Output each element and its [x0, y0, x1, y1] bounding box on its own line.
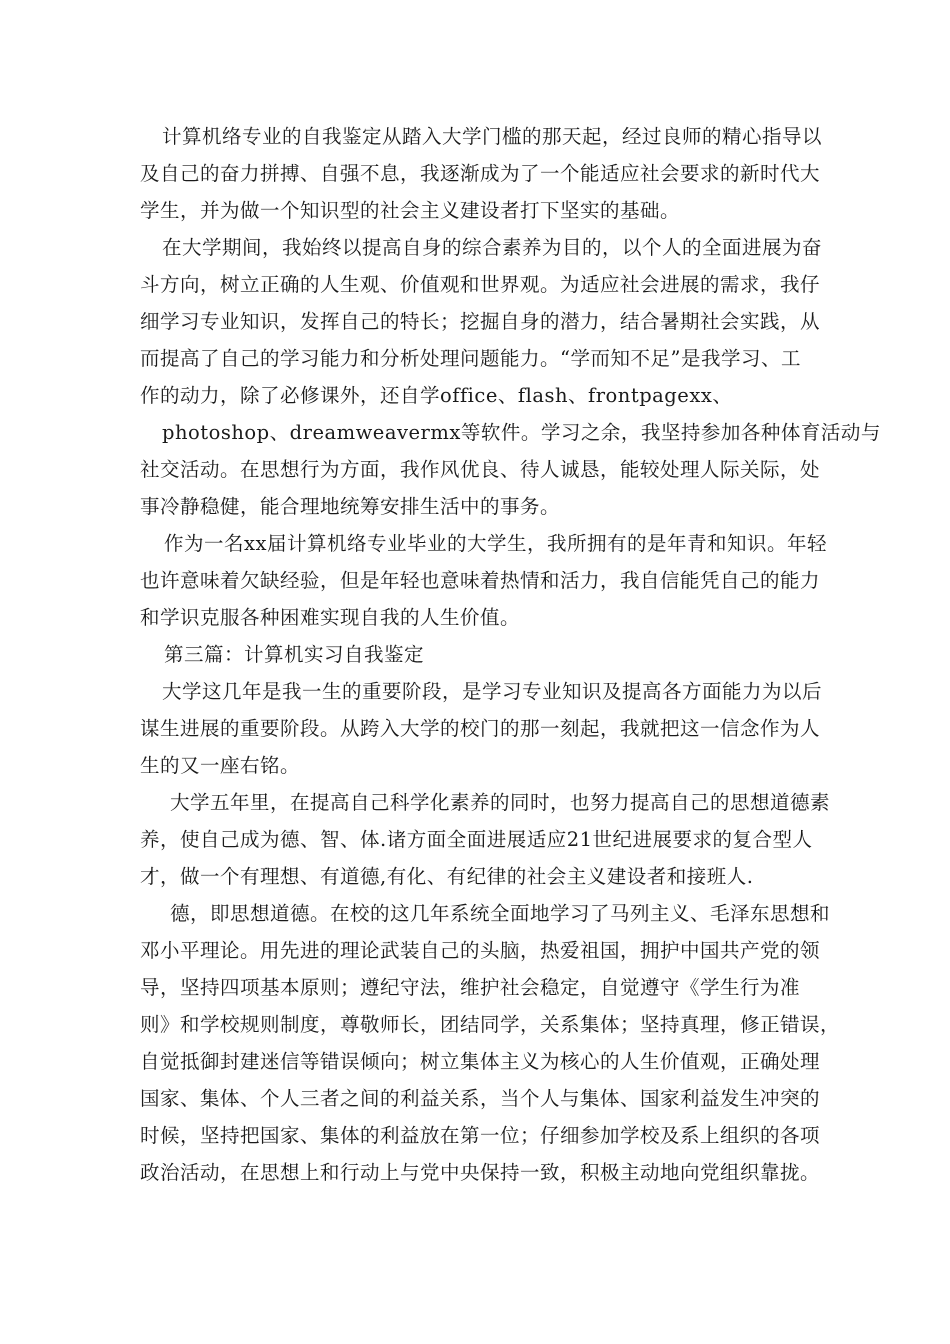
text-line: 也许意味着欠缺经验，但是年轻也意味着热情和活力，我自信能凭自己的能力 — [140, 569, 821, 592]
text-line: 邓小平理论。用先进的理论武装自己的头脑，热爱祖国，拥护中国共产党的领 — [140, 939, 821, 962]
text-line: 德，即思想道德。在校的这几年系统全面地学习了马列主义、毛泽东思想和 — [170, 902, 831, 925]
text-line: 才，做一个有理想、有道德,有化、有纪律的社会主义建设者和接班人. — [140, 865, 754, 888]
text-line: 时候，坚持把国家、集体的利益放在第一位；仔细参加学校及系上组织的各项 — [140, 1124, 821, 1147]
text-line: 而提高了自己的学习能力和分析处理问题能力。“学而知不足”是我学习、工 — [140, 347, 801, 370]
text-line: 斗方向，树立正确的人生观、价值观和世界观。为适应社会进展的需求，我仔 — [140, 273, 821, 296]
text-line: 计算机络专业的自我鉴定从踏入大学门槛的那天起，经过良师的精心指导以 — [162, 125, 823, 148]
text-line: 在大学期间，我始终以提高自身的综合素养为目的，以个人的全面进展为奋 — [162, 236, 823, 259]
text-line: 谋生进展的重要阶段。从跨入大学的校门的那一刻起，我就把这一信念作为人 — [140, 717, 821, 740]
text-line: 养，使自己成为德、智、体.诸方面全面进展适应21世纪进展要求的复合型人 — [140, 828, 813, 851]
text-line: 生的又一座右铭。 — [140, 754, 301, 777]
text-line: 社交活动。在思想行为方面，我作风优良、待人诚恳，能较处理人际关际，处 — [140, 458, 821, 481]
text-line: 导，坚持四项基本原则；遵纪守法，维护社会稳定，自觉遵守《学生行为准 — [140, 976, 801, 999]
text-line: 作为一名xx届计算机络专业毕业的大学生，我所拥有的是年青和知识。年轻 — [164, 532, 827, 555]
text-line: 细学习专业知识，发挥自己的特长；挖掘自身的潜力，结合暑期社会实践，从 — [140, 310, 821, 333]
text-line: 作的动力，除了必修课外，还自学office、flash、frontpagexx、 — [140, 384, 733, 407]
text-line: 国家、集体、个人三者之间的利益关系，当个人与集体、国家利益发生冲突的 — [140, 1087, 821, 1110]
text-line: 大学这几年是我一生的重要阶段，是学习专业知识及提高各方面能力为以后 — [162, 680, 823, 703]
text-line: 学生，并为做一个知识型的社会主义建设者打下坚实的基础。 — [140, 199, 681, 222]
text-line: photoshop、dreamweavermx等软件。学习之余，我坚持参加各种体育活动与 — [162, 421, 881, 444]
text-line: 则》和学校规则制度，尊敬师长，团结同学，关系集体；坚持真理，修正错误， — [140, 1013, 841, 1036]
section-heading: 第三篇：计算机实习自我鉴定 — [164, 643, 425, 666]
text-line: 大学五年里，在提高自己科学化素养的同时，也努力提高自己的思想道德素 — [170, 791, 831, 814]
text-line: 事冷静稳健，能合理地统筹安排生活中的事务。 — [140, 495, 561, 518]
text-line: 及自己的奋力拼搏、自强不息，我逐渐成为了一个能适应社会要求的新时代大 — [140, 162, 821, 185]
text-line: 自觉抵御封建迷信等错误倾向；树立集体主义为核心的人生价值观，正确处理 — [140, 1050, 821, 1073]
document-body — [140, 118, 881, 1191]
text-line: 政治活动，在思想上和行动上与党中央保持一致，积极主动地向党组织靠拢。 — [140, 1161, 821, 1184]
text-line: 和学识克服各种困难实现自我的人生价值。 — [140, 606, 521, 629]
